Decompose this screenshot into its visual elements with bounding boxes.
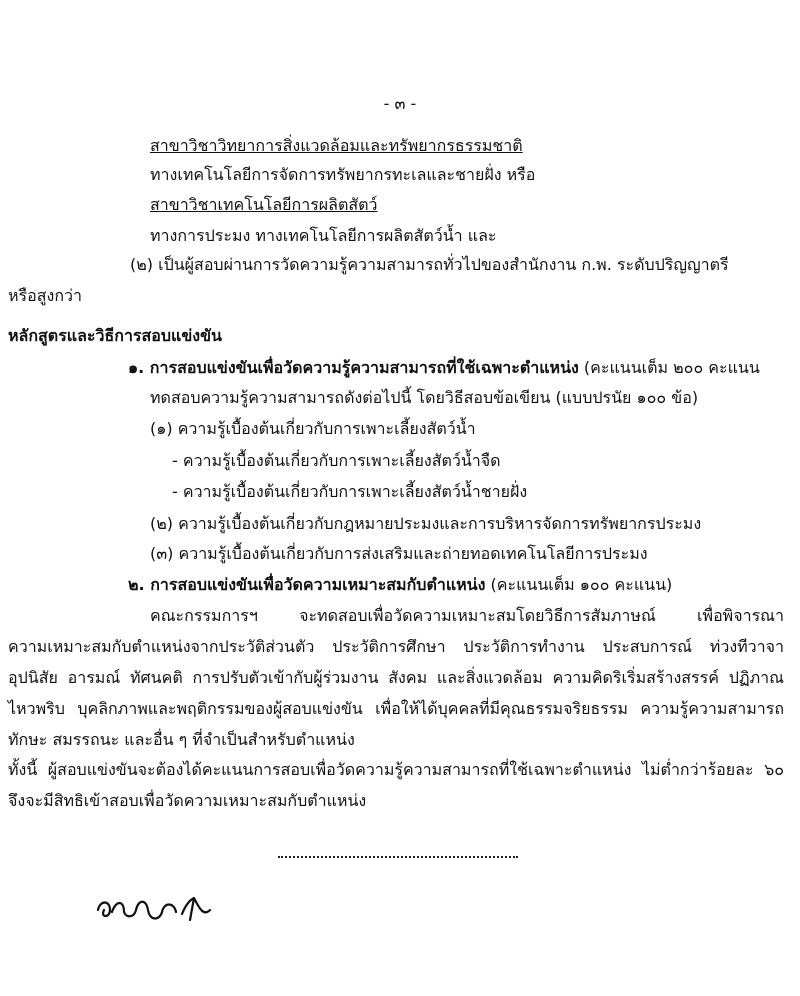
paragraph-line-5: ทักษะ สมรรถนะ และอื่น ๆ ที่จำเป็นสำหรับตำแหน่ง <box>8 730 355 749</box>
sub-item-1-bullet-b: - ความรู้เบื้องต้นเกี่ยวกับการเพาะเลี้ยงสัตว์น้ำชายฝั่ง <box>172 482 528 501</box>
sub-item-1-bullet-a: - ความรู้เบื้องต้นเกี่ยวกับการเพาะเลี้ยงสัตว์น้ำจืด <box>172 451 501 470</box>
field-major-coastal: ทางเทคโนโลยีการจัดการทรัพยากรทะเลและชายฝั่ง หรือ <box>150 165 536 184</box>
field-of-study-environment: สาขาวิชาวิทยาการสิ่งแวดล้อมและทรัพยากรธรรมชาติ <box>150 136 523 155</box>
handwritten-signature <box>90 870 230 940</box>
page-number: - ๓ - <box>383 94 417 113</box>
section-heading: หลักสูตรและวิธีการสอบแข่งขัน <box>8 326 222 345</box>
item-2-score: (คะแนนเต็ม ๑๐๐ คะแนน) <box>485 575 673 594</box>
note-line-1: ทั้งนี้ ผู้สอบแข่งขันจะต้องได้คะแนนการสอบเพื่อวัดความรู้ความสามารถที่ใช้เฉพาะตำแหน่ง ไม่ต่ำกว่าร้อยละ ๖๐ <box>8 760 784 779</box>
item-1-description: ทดสอบความรู้ความสามารถดังต่อไปนี้ โดยวิธีสอบข้อเขียน (แบบปรนัย ๑๐๐ ข้อ) <box>150 388 699 407</box>
field-of-study-animal-production: สาขาวิชาเทคโนโลยีการผลิตสัตว์ <box>150 195 378 214</box>
item-2-title: ๒. การสอบแข่งขันเพื่อวัดความเหมาะสมกับตำแหน่ง <box>128 575 486 594</box>
paragraph-line-4: ไหวพริบ บุคลิกภาพและพฤติกรรมของผู้สอบแข่งขัน เพื่อให้ได้บุคคลที่มีคุณธรรมจริยธรรม ความรู้ความสามารถ <box>8 699 784 718</box>
item-1-score: (คะแนนเต็ม ๒๐๐ คะแนน <box>578 358 760 377</box>
note-line-2: จึงจะมีสิทธิเข้าสอบเพื่อวัดความเหมาะสมกับตำแหน่ง <box>8 791 367 810</box>
item-1-title: ๑. การสอบแข่งขันเพื่อวัดความรู้ความสามารถที่ใช้เฉพาะตำแหน่ง <box>128 358 579 377</box>
field-major-fisheries: ทางการประมง ทางเทคโนโลยีการผลิตสัตว์น้ำ และ <box>150 226 497 245</box>
requirement-2-continuation: หรือสูงกว่า <box>8 286 82 305</box>
dotted-separator <box>278 856 518 858</box>
item-2-line <box>128 574 672 596</box>
sub-item-2: (๒) ความรู้เบื้องต้นเกี่ยวกับกฎหมายประมงและการบริหารจัดการทรัพยากรประมง <box>150 514 702 533</box>
sub-item-1: (๑) ความรู้เบื้องต้นเกี่ยวกับการเพาะเลี้ยงสัตว์น้ำ <box>150 419 476 438</box>
requirement-2: (๒) เป็นผู้สอบผ่านการวัดความรู้ความสามารถทั่วไปของสำนักงาน ก.พ. ระดับปริญญาตรี <box>130 255 729 274</box>
sub-item-3: (๓) ความรู้เบื้องต้นเกี่ยวกับการส่งเสริมและถ่ายทอดเทคโนโลยีการประมง <box>150 544 648 563</box>
paragraph-line-2: ความเหมาะสมกับตำแหน่งจากประวัติส่วนตัว ประวัติการศึกษา ประวัติการทำงาน ประสบการณ์ ท่วงทีวาจา <box>8 637 784 656</box>
paragraph-line-3: อุปนิสัย อารมณ์ ทัศนคติ การปรับตัวเข้ากับผู้ร่วมงาน สังคม และสิ่งแวดล้อม ความคิดริเริ่มสร้างสรรค์ ปฏิภาณ <box>8 668 785 687</box>
paragraph-line-1: คณะกรรมการฯ จะทดสอบเพื่อวัดความเหมาะสมโดยวิธีการสัมภาษณ์ เพื่อพิจารณา <box>150 606 784 625</box>
item-1-line <box>128 357 760 379</box>
